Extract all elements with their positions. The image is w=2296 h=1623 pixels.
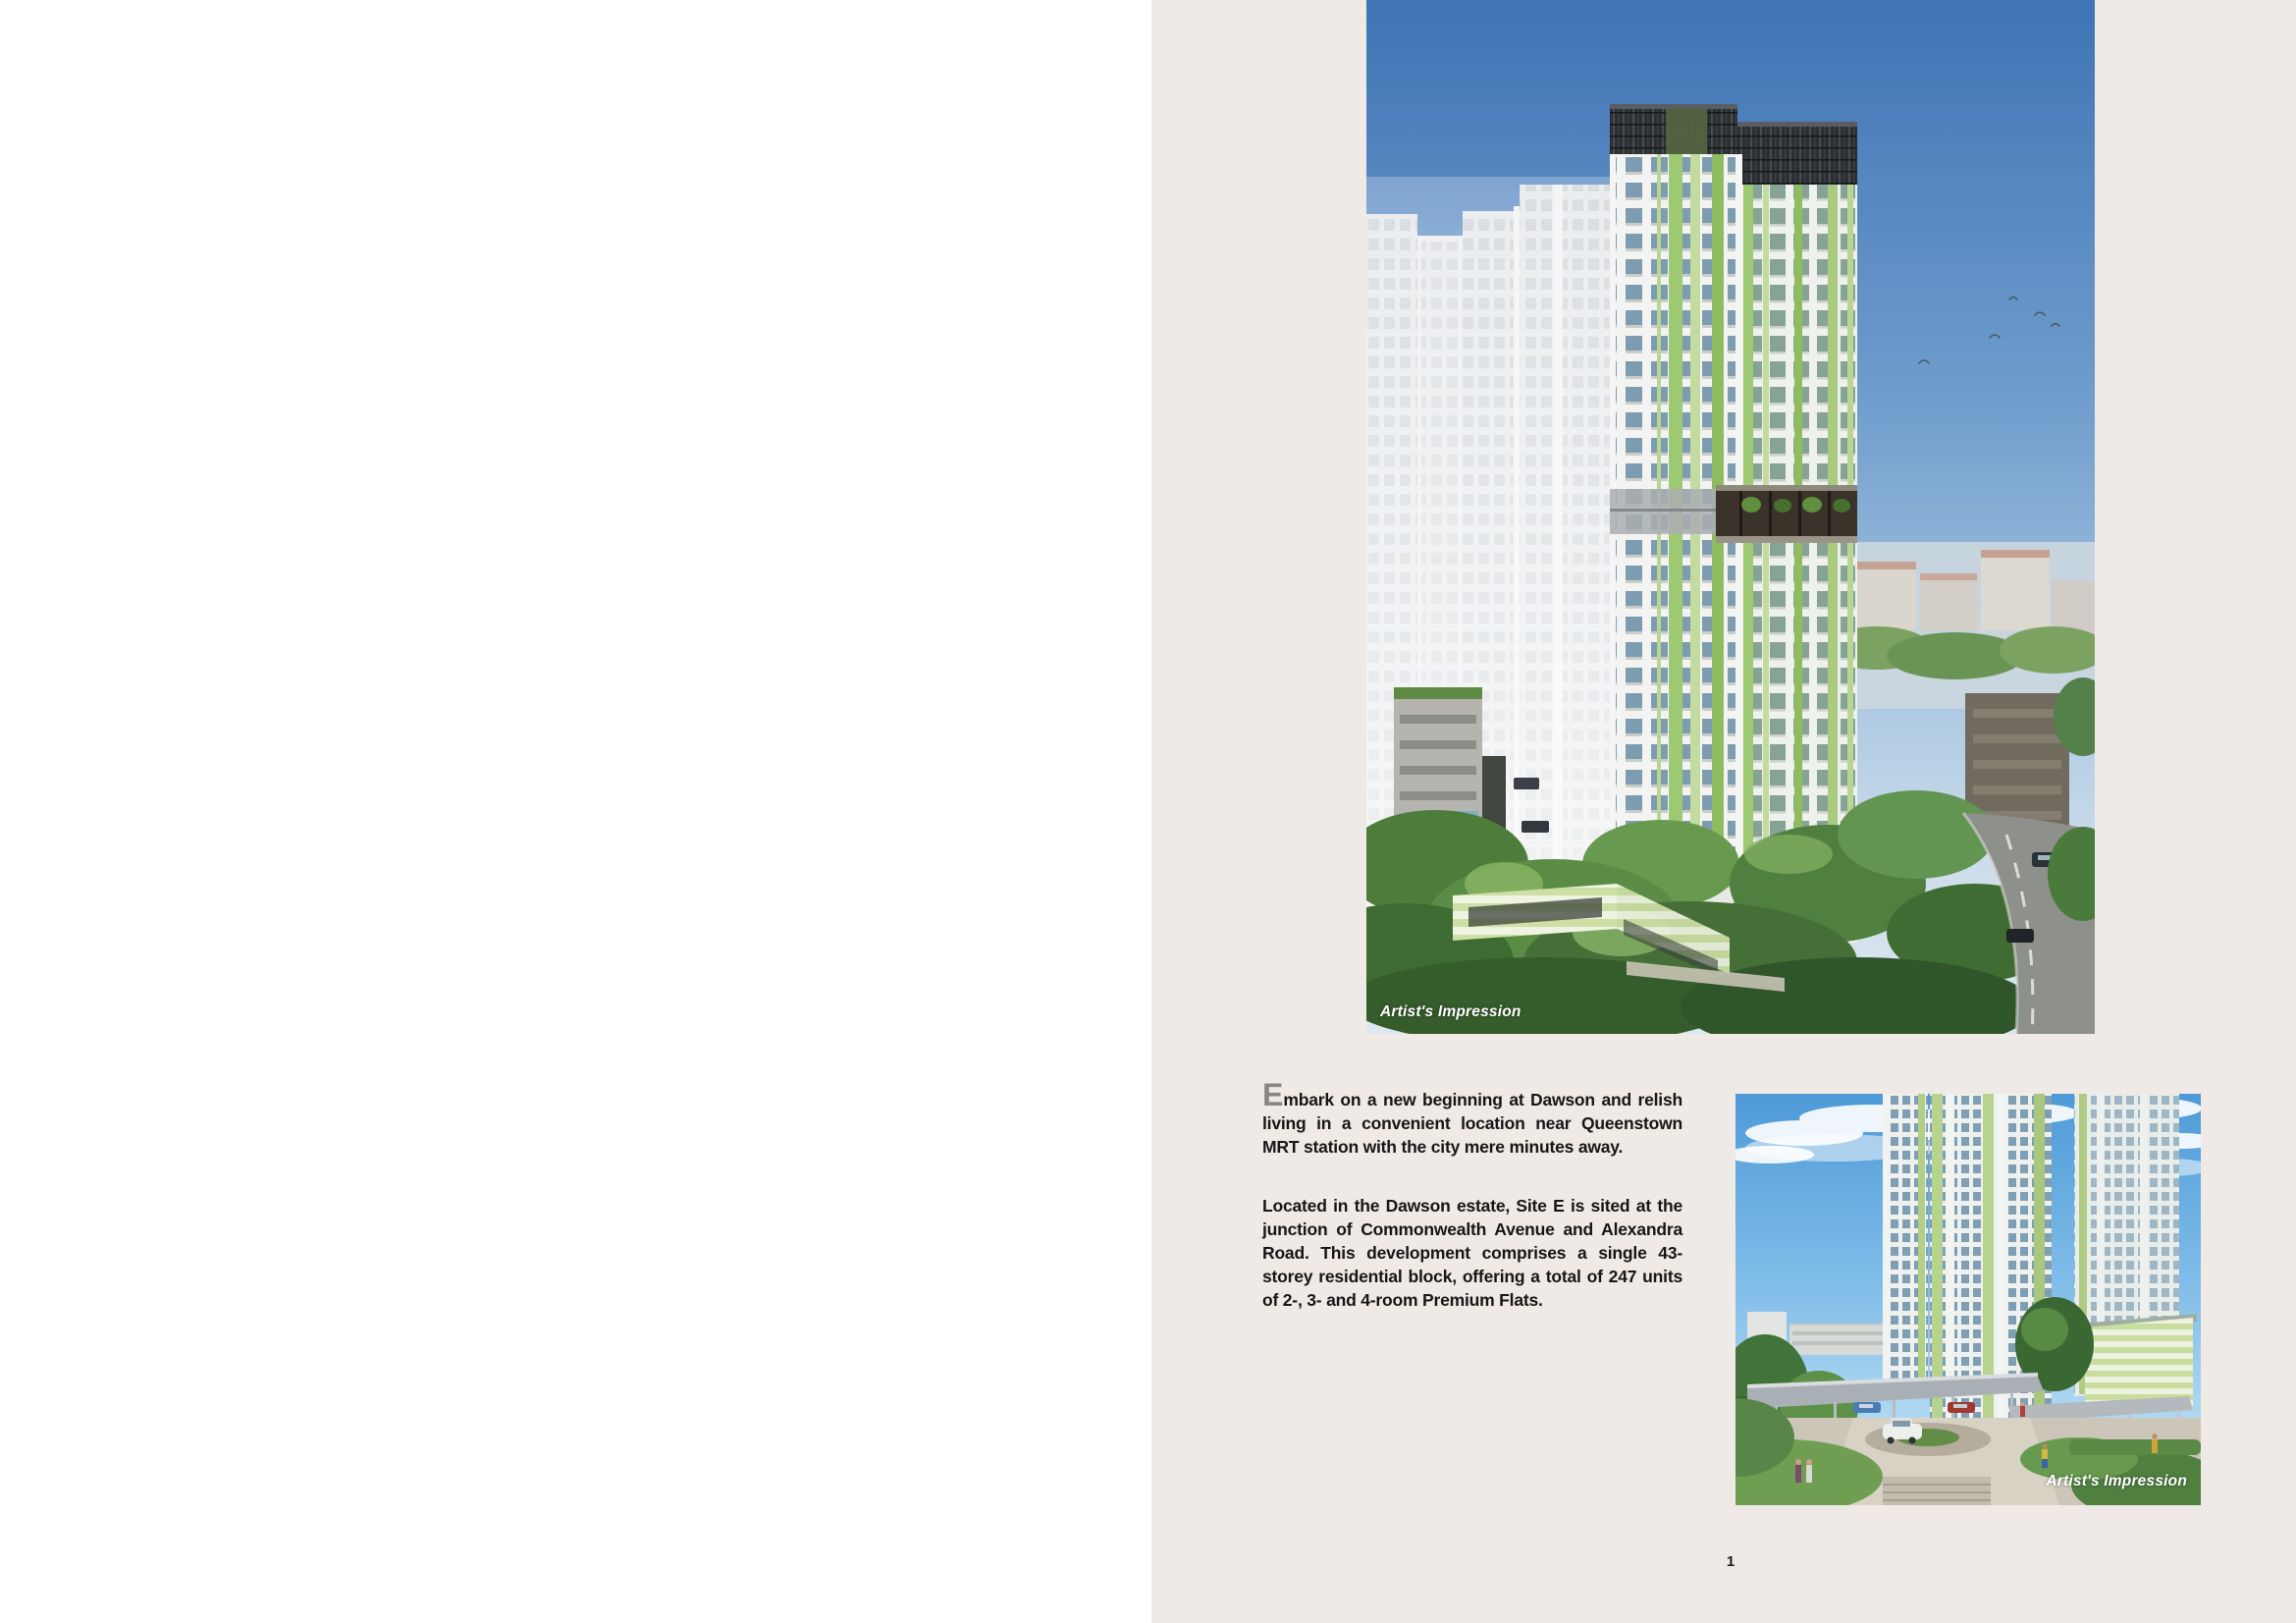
main-artists-impression-image xyxy=(1366,0,2095,1034)
paragraph-1-text: mbark on a new beginning at Dawson and relish living in a convenient location near Queenstown MRT station with the city mere minutes away. xyxy=(1262,1090,1682,1157)
intro-text-block xyxy=(1262,1077,1682,1312)
tree-highlight xyxy=(2021,1308,2068,1351)
main-image-art xyxy=(1366,0,2095,1034)
secondary-artists-impression-image xyxy=(1735,1094,2201,1505)
paragraph-1 xyxy=(1262,1077,1682,1159)
small-image-art xyxy=(1735,1094,2201,1505)
paragraph-2: Located in the Dawson estate, Site E is sited at the junction of Commonwealth Avenue and Alexandra Road. This development comprises a single 43-storey residential block, offering a total of 247 units of 2-, 3- and 4-room Premium Flats. xyxy=(1262,1196,1682,1310)
small-image-caption: Artist's Impression xyxy=(2046,1473,2187,1489)
main-image-caption: Artist's Impression xyxy=(1380,1003,1522,1020)
drop-cap: E xyxy=(1262,1077,1284,1112)
page-number: 1 xyxy=(1726,1553,1735,1570)
